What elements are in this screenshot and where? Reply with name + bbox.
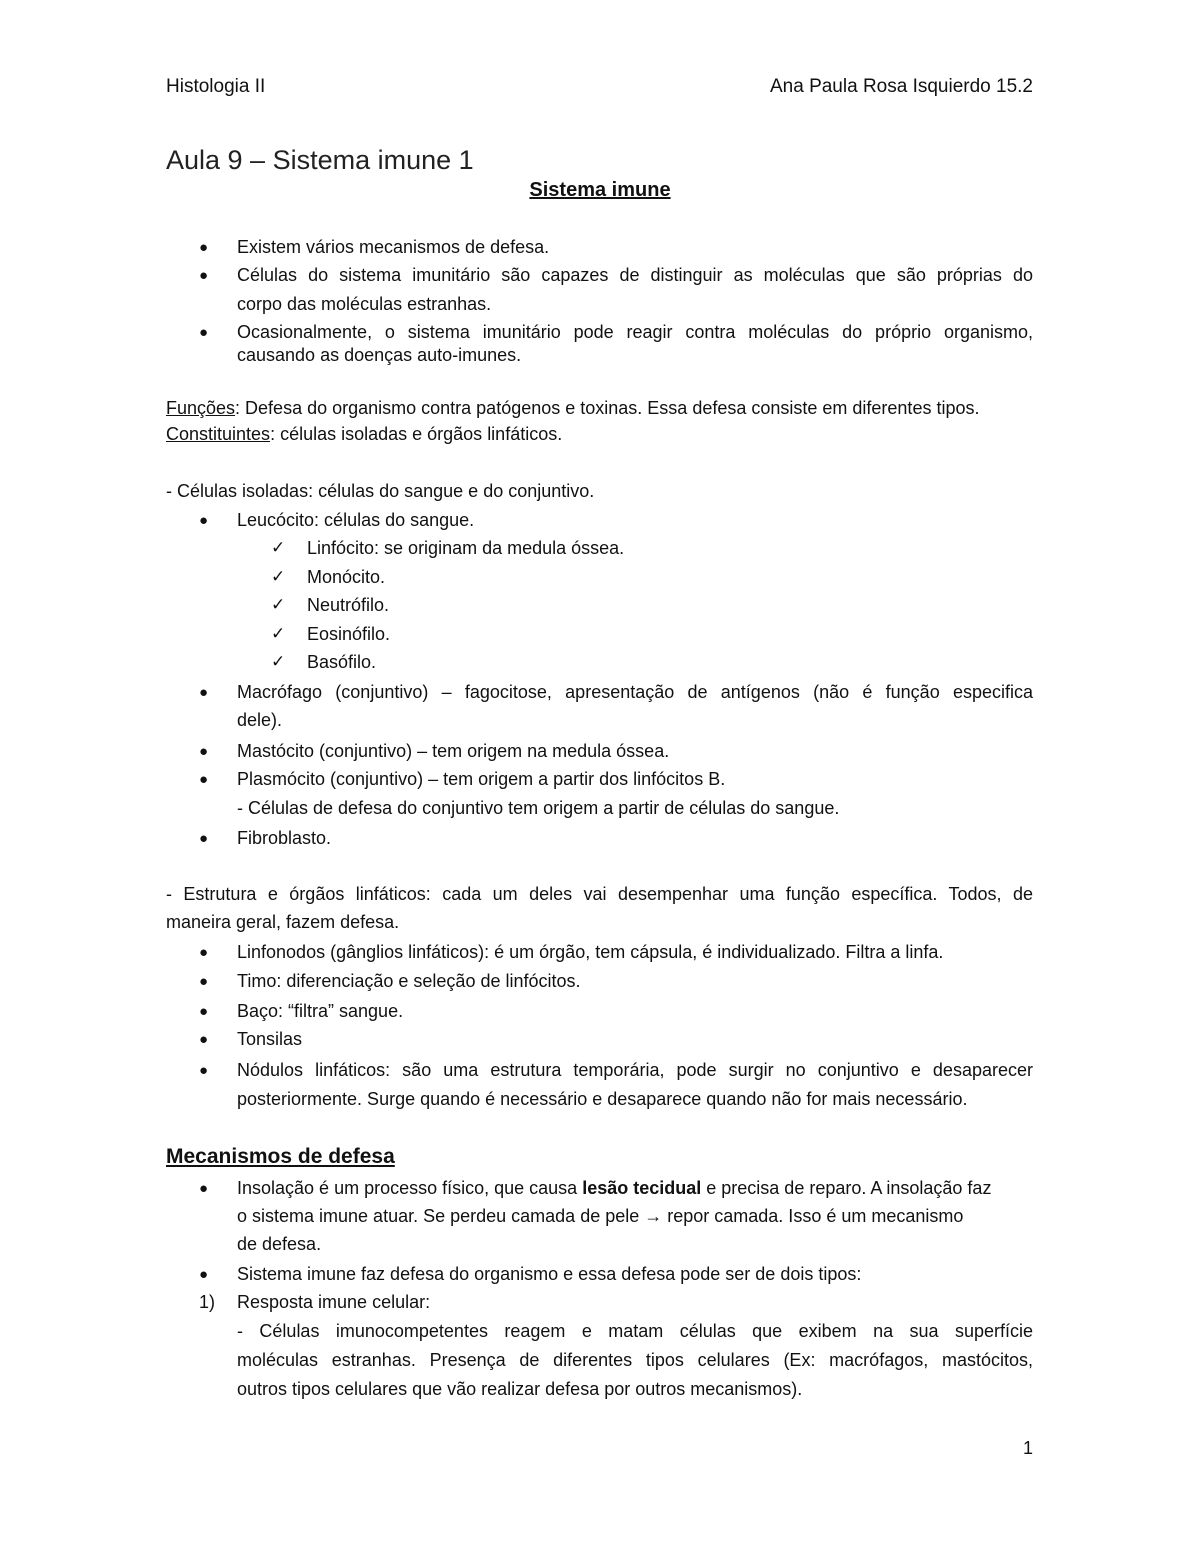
text-run: e precisa de reparo. A insolação faz	[701, 1178, 992, 1198]
celulas-isoladas-heading: - Células isoladas: células do sangue e do conjuntivo.	[166, 481, 595, 501]
sub-list-item: Basófilo.	[307, 652, 377, 672]
checkmark-icon: ✓	[271, 624, 286, 643]
list-number: 1)	[199, 1292, 216, 1312]
bullet-icon: ●	[199, 1062, 209, 1079]
bullet-icon: ●	[199, 743, 209, 760]
bold-text: lesão tecidual	[582, 1178, 702, 1198]
funcoes-label: Funções	[166, 398, 236, 418]
numbered-item: Resposta imune celular:	[237, 1292, 431, 1312]
list-item: Linfonodos (gânglios linfáticos): é um órgão, tem cápsula, é individualizado. Filtra a linfa.	[237, 942, 944, 962]
arrow-icon: →	[644, 1206, 663, 1226]
bullet-icon: ●	[199, 1266, 209, 1283]
section-title-sistema-imune: Sistema imune	[529, 179, 671, 201]
bullet-icon: ●	[199, 684, 209, 701]
constituintes-text: : células isoladas e órgãos linfáticos.	[270, 424, 563, 444]
list-item: Timo: diferenciação e seleção de linfócitos.	[237, 971, 581, 991]
list-item: Leucócito: células do sangue.	[237, 510, 475, 530]
bullet-icon: ●	[199, 267, 209, 284]
sub-list-item: Eosinófilo.	[307, 624, 391, 644]
bullet-icon: ●	[199, 1003, 209, 1020]
list-item: Nódulos linfáticos: são uma estrutura temporária, pode surgir no conjuntivo e desaparecer	[237, 1060, 1033, 1080]
bullet-icon: ●	[199, 239, 209, 256]
orgaos-heading: - Estrutura e órgãos linfáticos: cada um deles vai desempenhar uma função específica. Todos, de	[166, 884, 1033, 904]
list-item-continuation: causando as doenças auto-imunes.	[237, 345, 522, 365]
paragraph-line: moléculas estranhas. Presença de diferentes tipos celulares (Ex: macrófagos, mastócitos,	[237, 1350, 1033, 1370]
list-item-continuation: dele).	[237, 710, 283, 730]
bullet-icon: ●	[199, 973, 209, 990]
list-item-note: - Células de defesa do conjuntivo tem origem a partir de células do sangue.	[237, 798, 840, 818]
paragraph-line: outros tipos celulares que vão realizar defesa por outros mecanismos).	[237, 1379, 803, 1399]
list-item: Mastócito (conjuntivo) – tem origem na medula óssea.	[237, 741, 670, 761]
list-item: Baço: “filtra” sangue.	[237, 1001, 404, 1021]
funcoes-line	[166, 394, 979, 423]
text-run: repor camada. Isso é um mecanismo	[662, 1206, 964, 1226]
list-item	[237, 1174, 991, 1203]
text-run: o sistema imune atuar. Se perdeu camada de pele	[237, 1206, 645, 1226]
constituintes-label: Constituintes	[166, 424, 271, 444]
list-item: Células do sistema imunitário são capazes de distinguir as moléculas que são próprias do	[237, 265, 1033, 285]
section-title-mecanismos: Mecanismos de defesa	[166, 1145, 395, 1168]
checkmark-icon: ✓	[271, 538, 286, 557]
bullet-icon: ●	[199, 771, 209, 788]
header-course: Histologia II	[166, 76, 266, 97]
checkmark-icon: ✓	[271, 595, 286, 614]
list-item: Existem vários mecanismos de defesa.	[237, 237, 550, 257]
list-item: Ocasionalmente, o sistema imunitário pode reagir contra moléculas do próprio organismo,	[237, 322, 1033, 342]
page-number: 1	[1022, 1438, 1033, 1458]
bullet-icon: ●	[199, 1180, 209, 1197]
list-item-continuation: posteriormente. Surge quando é necessário e desaparece quando não for mais necessário.	[237, 1089, 968, 1109]
list-item-continuation: de defesa.	[237, 1234, 322, 1254]
sub-list-item: Linfócito: se originam da medula óssea.	[307, 538, 625, 558]
orgaos-heading-continuation: maneira geral, fazem defesa.	[166, 912, 400, 932]
funcoes-text: : Defesa do organismo contra patógenos e toxinas. Essa defesa consiste em diferentes tipos.	[235, 398, 980, 418]
checkmark-icon: ✓	[271, 652, 286, 671]
sub-list-item: Monócito.	[307, 567, 386, 587]
list-item: Sistema imune faz defesa do organismo e essa defesa pode ser de dois tipos:	[237, 1264, 862, 1284]
page-title: Aula 9 – Sistema imune 1	[166, 145, 474, 175]
list-item-continuation: corpo das moléculas estranhas.	[237, 294, 492, 314]
sub-list-item: Neutrófilo.	[307, 595, 390, 615]
bullet-icon: ●	[199, 1031, 209, 1048]
list-item: Macrófago (conjuntivo) – fagocitose, apresentação de antígenos (não é função especifica	[237, 682, 1033, 702]
bullet-icon: ●	[199, 830, 209, 847]
text-run: Insolação é um processo físico, que causa	[237, 1178, 583, 1198]
bullet-icon: ●	[199, 944, 209, 961]
list-item-continuation	[237, 1202, 963, 1231]
list-item: Plasmócito (conjuntivo) – tem origem a partir dos linfócitos B.	[237, 769, 726, 789]
bullet-icon: ●	[199, 512, 209, 529]
constituintes-line	[166, 420, 562, 449]
bullet-icon: ●	[199, 324, 209, 341]
list-item: Tonsilas	[237, 1029, 303, 1049]
header-author: Ana Paula Rosa Isquierdo 15.2	[769, 76, 1033, 97]
list-item: Fibroblasto.	[237, 828, 332, 848]
checkmark-icon: ✓	[271, 567, 286, 586]
paragraph-line: - Células imunocompetentes reagem e matam células que exibem na sua superfície	[237, 1321, 1033, 1341]
